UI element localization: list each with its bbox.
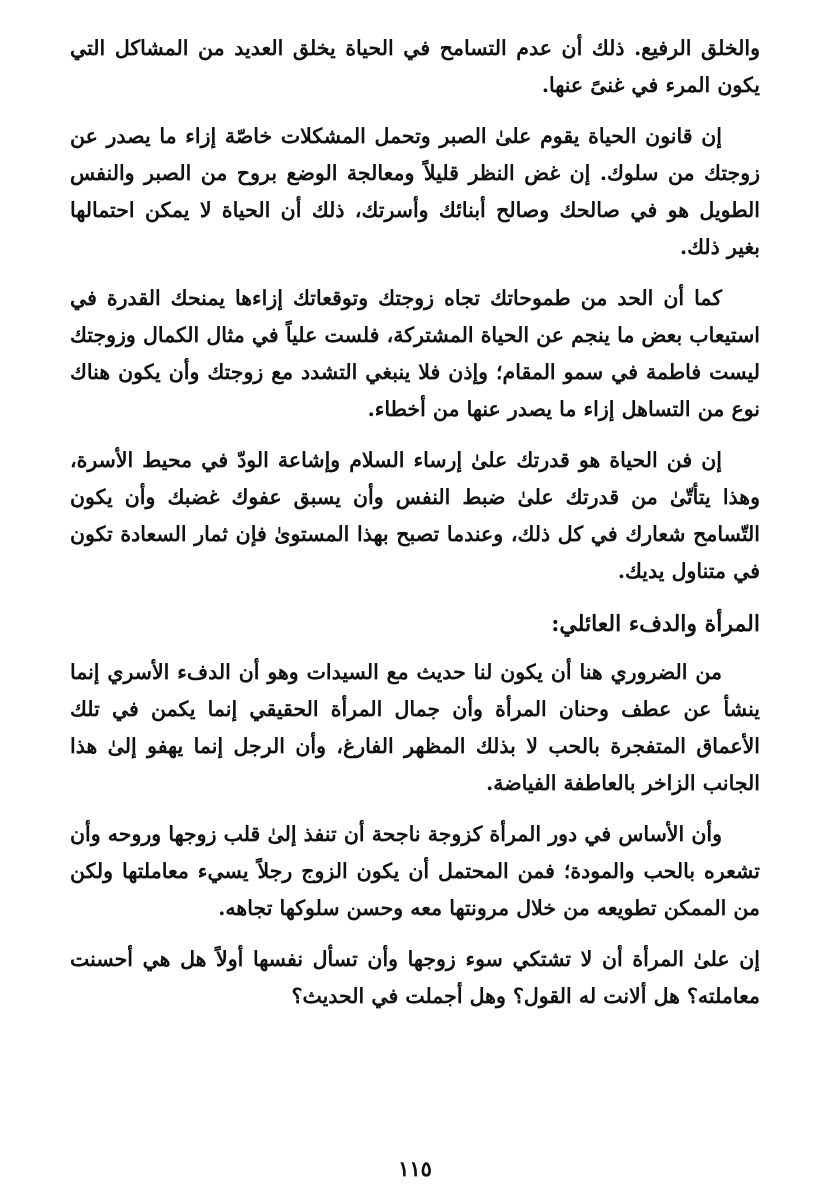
book-page [70,30,760,1029]
paragraph-5: من الضروري هنا أن يكون لنا حديث مع السيدات وهو أن الدفء الأسري إنما ينشأ عن عطف وحنان المرأة وأن جمال المرأة الحقيقي إنما يكمن في تلك الأعماق المتفجرة بالحب لا بذلك المظهر الفارغ، وأن الرجل إنما يهفو إلىٰ هذا الجانب الزاخر بالعاطفة الفياضة. [70,660,760,795]
paragraph-3: كما أن الحد من طموحاتك تجاه زوجتك وتوقعاتك إزاءها يمنحك القدرة في استيعاب بعض ما ينجم عن الحياة المشتركة، فلست علياً في مثال الكمال وزوجتك ليست فاطمة في سمو المقام؛ وإذن فلا ينبغي التشدد مع زوجتك وأن يكون هناك نوع من التساهل إزاء ما يصدر عنها من أخطاء. [70,286,760,421]
section-heading: المرأة والدفء العائلي: [551,611,760,637]
paragraph-7: إن علىٰ المرأة أن لا تشتكي سوء زوجها وأن تسأل نفسها أولاً هل هي أحسنت معاملته؟ هل ألانت له القول؟ وهل أجملت في الحديث؟ [70,947,760,1008]
paragraph-2: إن قانون الحياة يقوم علىٰ الصبر وتحمل المشكلات خاصّة إزاء ما يصدر عن زوجتك من سلوك. إن غض النظر قليلاً ومعالجة الوضع بروح من الصبر والنفس الطويل هو في صالحك وصالح أبنائك وأسرتك، ذلك أن الحياة لا يمكن احتمالها بغير ذلك. [70,124,760,259]
paragraph-4: إن فن الحياة هو قدرتك علىٰ إرساء السلام وإشاعة الودّ في محيط الأسرة، وهذا يتأتّىٰ من قدرتك علىٰ ضبط النفس وأن يسبق عفوك غضبك وأن يكون التّسامح شعارك في كل ذلك، وعندما تصبح بهذا المستوىٰ فإن ثمار السعادة تكون في متناول يديك. [70,448,760,583]
paragraph-6: وأن الأساس في دور المرأة كزوجة ناجحة أن تنفذ إلىٰ قلب زوجها وروحه وأن تشعره بالحب والمودة؛ فمن المحتمل أن يكون الزوج رجلاً يسيء معاملتها ولكن من الممكن تطويعه من خلال مرونتها معه وحسن سلوكها تجاهه. [70,822,760,920]
page-number: ١١٥ [398,1156,432,1181]
paragraph-1: والخلق الرفيع. ذلك أن عدم التسامح في الحياة يخلق العديد من المشاكل التي يكون المرء في غنىً عنها. [70,36,760,97]
